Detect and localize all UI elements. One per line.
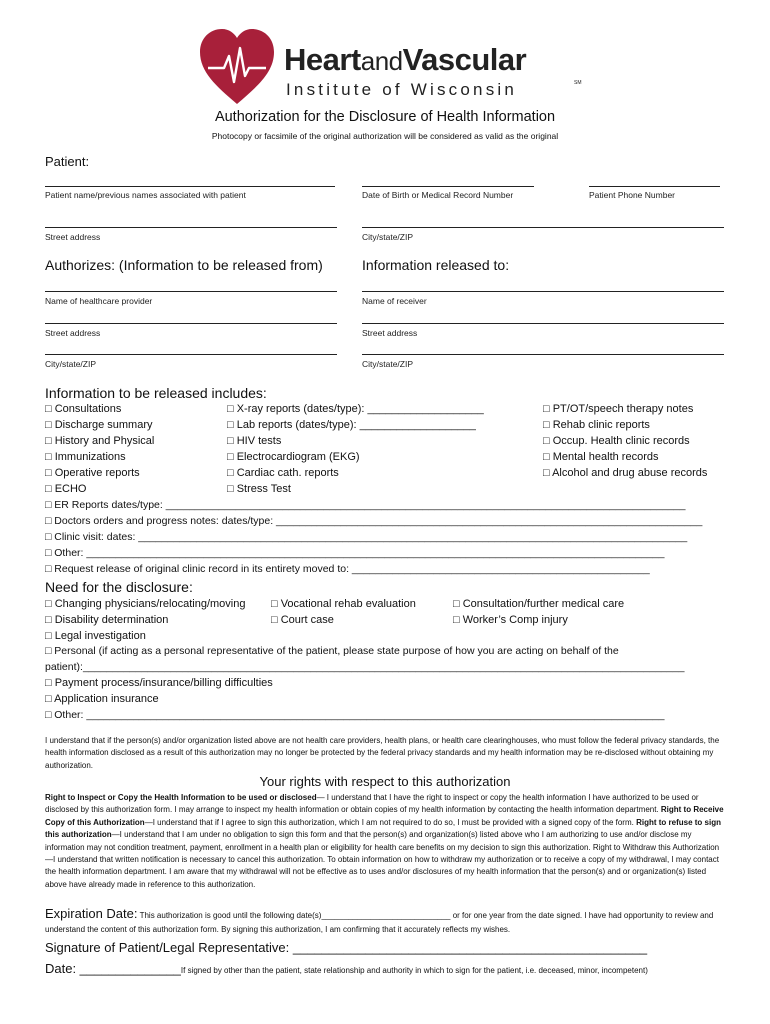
receiver-caption: Name of receiver [362,296,427,306]
checkbox-item[interactable]: □ Alcohol and drug abuse records [543,467,708,479]
phone-caption: Patient Phone Number [589,190,675,200]
from-street-caption: Street address [45,328,101,338]
logo-vascular-text: Vascular [402,42,527,77]
checkbox-item[interactable]: □ Operative reports [45,467,140,479]
provider-line[interactable] [45,291,337,292]
from-street-line[interactable] [45,323,337,324]
logo [196,26,586,108]
clinic-visit-item[interactable]: □ Clinic visit: dates: ______________________________________________________________________________________________ [45,531,688,543]
provider-caption: Name of healthcare provider [45,296,153,306]
checkbox-item[interactable]: □ Mental health records [543,451,659,463]
to-city-line[interactable] [362,354,724,355]
checkbox-item[interactable]: □ Court case [271,614,334,626]
logo-subtitle: Institute of Wisconsin [286,80,518,99]
checkbox-item[interactable]: □ Stress Test [227,483,291,495]
checkbox-item[interactable]: □ Lab reports (dates/type): ___________________ [227,419,476,431]
patient-street-line[interactable] [45,227,337,228]
need-other-item[interactable]: □ Other: ___________________________________________________________________________________________________ [45,709,665,721]
patient-city-line[interactable] [362,227,724,228]
doctors-orders-item[interactable]: □ Doctors orders and progress notes: dates/type: _________________________________________________________________________ [45,515,703,527]
includes-other-item[interactable]: □ Other: ___________________________________________________________________________________________________ [45,547,665,559]
receiver-line[interactable] [362,291,724,292]
logo-and-text: and [360,46,403,76]
patient-street-caption: Street address [45,232,101,242]
checkbox-item[interactable]: □ Worker’s Comp injury [453,614,568,626]
personal-item-line2[interactable]: patient):_______________________________________________________________________________________________________ [45,661,685,673]
checkbox-item[interactable]: □ Consultations [45,403,122,415]
checkbox-item[interactable]: □ History and Physical [45,435,155,447]
er-reports-item[interactable]: □ ER Reports dates/type: _________________________________________________________________________________________ [45,499,686,511]
checkbox-item[interactable]: □ X-ray reports (dates/type): ___________________ [227,403,484,415]
rights-heading: Your rights with respect to this authorization [259,774,511,789]
from-heading: Authorizes: (Information to be released from) [45,257,323,273]
expiration-label: Expiration Date: [45,906,138,921]
from-city-caption: City/state/ZIP [45,359,97,369]
page-subtitle: Photocopy or facsimile of the original authorization will be considered as valid as the original [211,131,559,141]
dob-line[interactable] [362,186,534,187]
phone-line[interactable] [589,186,720,187]
checkbox-item[interactable]: □ Legal investigation [45,630,146,642]
application-item[interactable]: □ Application insurance [45,693,159,705]
date-label: Date: ______________ [45,961,181,976]
expiration-text: This authorization is good until the following date(s)_____________________________ or for one year from the date signed. I have had opportunity to review and understand the content of this authorization form. By signing this authorization, I am confirming that it accurately reflects my wishes. [45,911,714,934]
checkbox-item[interactable]: □ Rehab clinic reports [543,419,650,431]
from-city-line[interactable] [45,354,337,355]
rights-text: Right to Inspect or Copy the Health Information to be used or disclosed— I understand that I have the right to inspect or copy the health information I have authorized to be used or disclosed by this authorization form. I may arrange to inspect my health information or obtain copies of my health information by contacting the health information department. Right to Receive Copy of this Authorization—I understand that if I agree to sign this authorization, which I am not required to do so, I must be provided with a signed copy of the form. Right to refuse to sign this authorization—I understand that I am under no obligation to sign this form and that the person(s) and organization(s) listed above who I am authorizing to use and/or disclose my information may not condition treatment, payment, enrollment in a health plan or eligibility for health care benefits on my decision to sign this authorization. Right to Withdraw this Authorization—I understand that written notification is necessary to cancel this authorization. To obtain information on how to withdraw my authorization or to receive a copy of my withdrawal, I may contact the health information department. I am aware that my withdrawal will not be effective as to uses and/or disclosures of my health information that the person(s) and or organization(s) listed above have already made in reference to this authorization. [45,793,724,889]
checkbox-item[interactable]: □ PT/OT/speech therapy notes [543,403,694,415]
patient-heading: Patient: [45,154,90,169]
signature-field[interactable]: Signature of Patient/Legal Representative: _________________________________________________ [45,940,648,955]
privacy-notice: I understand that if the person(s) and/or organization listed above are not health care providers, health plans, or health care clearinghouses, who must follow the federal privacy standards, the health information disclosed as a result of this authorization may no longer be protected by the federal privacy standards and my health information may be re-disclosed without obtaining my authorization. [45,736,720,770]
logo-sm: SM [574,80,582,86]
patient-city-caption: City/state/ZIP [362,232,414,242]
to-street-caption: Street address [362,328,418,338]
checkbox-item[interactable]: □ ECHO [45,483,87,495]
expiration-section [45,907,725,937]
patient-name-caption: Patient name/previous names associated with patient [45,190,246,200]
personal-item[interactable]: □ Personal (if acting as a personal representative of the patient, please state purpose of how you are acting on behalf of the [45,645,619,657]
checkbox-item[interactable]: □ Disability determination [45,614,169,626]
to-heading: Information released to: [362,257,510,273]
page-title: Authorization for the Disclosure of Health Information [214,109,556,125]
checkbox-item[interactable]: □ Occup. Health clinic records [543,435,690,447]
need-heading: Need for the disclosure: [45,579,193,595]
to-street-line[interactable] [362,323,724,324]
patient-name-line[interactable] [45,186,335,187]
checkbox-item[interactable]: □ HIV tests [227,435,282,447]
checkbox-item[interactable]: □ Cardiac cath. reports [227,467,339,479]
checkbox-item[interactable]: □ Immunizations [45,451,126,463]
date-field[interactable] [45,960,648,978]
includes-heading: Information to be released includes: [45,385,267,401]
date-note: If signed by other than the patient, state relationship and authority in which to sign for the patient, i.e. deceased, minor, incompetent) [180,966,648,975]
heart-logo-icon [196,26,278,108]
logo-heart-text: Heart [284,42,361,77]
checkbox-item[interactable]: □ Vocational rehab evaluation [271,598,416,610]
payment-item[interactable]: □ Payment process/insurance/billing difficulties [45,677,273,689]
checkbox-item[interactable]: □ Electrocardiogram (EKG) [227,451,360,463]
checkbox-item[interactable]: □ Consultation/further medical care [453,598,625,610]
checkbox-item[interactable]: □ Changing physicians/relocating/moving [45,598,246,610]
request-release-item[interactable]: □ Request release of original clinic record in its entirety moved to: ___________________________________________________ [45,563,650,575]
dob-caption: Date of Birth or Medical Record Number [362,190,514,200]
to-city-caption: City/state/ZIP [362,359,414,369]
checkbox-item[interactable]: □ Discharge summary [45,419,153,431]
